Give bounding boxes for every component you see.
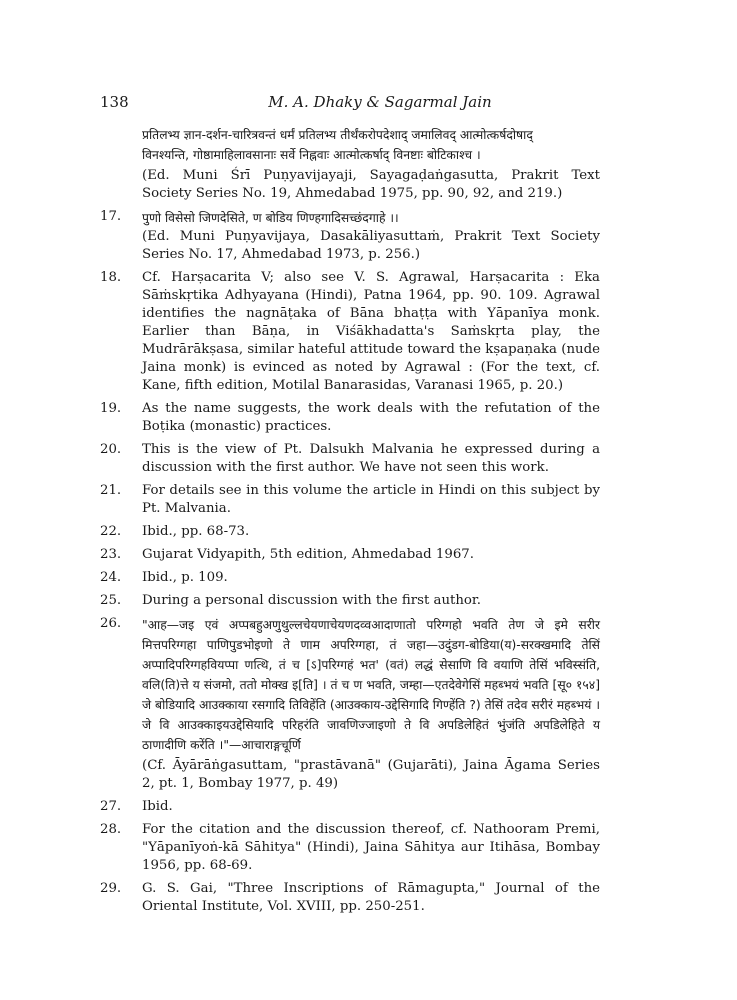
- footnote-26: [100, 615, 600, 793]
- footnote-22: [100, 523, 600, 541]
- footnote-continuation: [100, 125, 600, 203]
- footnote-text: This is the view of Pt. Dalsukh Malvania he expressed during a discussion with the first author. We have not seen this work.: [142, 442, 600, 475]
- footnote-text: Ibid., pp. 68-73.: [142, 524, 250, 539]
- footnote-number: 29.: [100, 881, 122, 896]
- footnote-number: 22.: [100, 524, 122, 539]
- footnote-text: Cf. Harṣacarita V; also see V. S. Agrawal, Harṣacarita : Eka Sāṁskṛtika Adhyayana (Hindi), Patna 1964, pp. 90. 109. Agrawal identifies the nagnāṭaka of Bāna bhaṭṭa with Yāpanīya monk. Earlier than Bāṇa, in Viśākhadatta's Saṁskṛta play, the Mudrārākṣasa, similar hateful attitude toward the kṣapaṇaka (nude Jaina monk) is evinced as noted by Agrawal : (For the text, cf. Kane, fifth edition, Motilal Banarasidas, Varanasi 1965, p. 20.): [142, 270, 600, 393]
- footnote-number: 21.: [100, 483, 122, 498]
- footnote-text: G. S. Gai, "Three Inscriptions of Rāmagupta," Journal of the Oriental Institute, Vol. XVIII, pp. 250-251.: [142, 881, 600, 914]
- footnote-number: 28.: [100, 822, 122, 837]
- footnote-23: [100, 546, 600, 564]
- footnote-28: [100, 821, 600, 875]
- footnotes: [100, 125, 600, 921]
- footnote-text: For the citation and the discussion thereof, cf. Nathooram Premi, "Yāpanīyoṅ-kā Sāhitya" (Hindi), Jaina Sāhitya aur Itihāsa, Bombay 1956, pp. 68-69.: [142, 822, 600, 873]
- footnote-17: [100, 208, 600, 264]
- footnote-number: 23.: [100, 547, 122, 562]
- footnote-25: [100, 592, 600, 610]
- footnote-text: (Cf. Āyārāṅgasuttam, "prastāvanā" (Gujarāti), Jaina Āgama Series 2, pt. 1, Bombay 1977, p. 49): [142, 758, 600, 791]
- prakrit-quote: पुणो विसेसो जिणदेसिते, ण बोडिय णिण्हगादिसच्छंदगाहे ।।: [142, 211, 399, 225]
- footnote-text: Ibid., p. 109.: [142, 570, 228, 585]
- running-title: M. A. Dhaky & Sagarmal Jain: [268, 93, 492, 111]
- page-number: 138: [100, 93, 129, 111]
- footnote-text: As the name suggests, the work deals with the refutation of the Boṭika (monastic) practices.: [142, 401, 600, 434]
- footnote-number: 19.: [100, 401, 122, 416]
- footnote-18: [100, 269, 600, 395]
- page-header: [100, 93, 660, 115]
- sanskrit-line-1: प्रतिलभ्य ज्ञान-दर्शन-चारित्रवन्तं धर्मं प्रतिलभ्य तीर्थंकरोपदेशाद् जमालिवद् आत्मोत्कर्षदोषाद्: [142, 128, 533, 142]
- footnote-20: [100, 441, 600, 477]
- footnote-number: 18.: [100, 270, 122, 285]
- sanskrit-line-2: विनश्यन्ति, गोष्ठामाहिलावसानाः सर्वे निह्नवाः आत्मोत्कर्षाद् विनष्टाः बोटिकाश्च ।: [142, 148, 481, 162]
- footnote-24: [100, 569, 600, 587]
- footnote-text: Gujarat Vidyapith, 5th edition, Ahmedabad 1967.: [142, 547, 474, 562]
- footnote-text: Ibid.: [142, 799, 173, 814]
- footnote-text: (Ed. Muni Puṇyavijaya, Dasakāliyasuttaṁ, Prakrit Text Society Series No. 17, Ahmedabad 1973, p. 256.): [142, 229, 600, 262]
- footnote-text: During a personal discussion with the first author.: [142, 593, 482, 608]
- edition-citation: (Ed. Muni Śrī Puṇyavijayaji, Sayagaḍaṅgasutta, Prakrit Text Society Series No. 19, Ahmedabad 1975, pp. 90, 92, and 219.): [142, 168, 600, 201]
- footnote-text: For details see in this volume the article in Hindi on this subject by Pt. Malvania.: [142, 483, 600, 516]
- footnote-29: [100, 880, 600, 916]
- footnote-number: 25.: [100, 593, 122, 608]
- footnote-number: 27.: [100, 799, 122, 814]
- footnote-number: 20.: [100, 442, 122, 457]
- footnote-27: [100, 798, 600, 816]
- footnote-number: 17.: [100, 209, 122, 224]
- footnote-number: 24.: [100, 570, 122, 585]
- footnote-number: 26.: [100, 616, 122, 631]
- prakrit-quote: "आह—जइ एवं अप्पबहुअणुथुल्लचेयणाचेयणदव्वआदाणातो परिग्गहो भवति तेण जे इमे सरीर मित्तपरिग्गहा पाणिपुडभोइणो ते णाम अपरिग्गहा, तं जहा—उदुंडग-बोडिया(य)-सरक्खमादि तेसिं अप्पादिपरिग्गहवियप्पा णत्थि, तं च [ऽ]परिग्गहं भत' (वतं) लद्धं सेसाणि वि वयाणि तेसिं भविस्संति, वलि(ति)त्ते य संजमो, ततो मोक्ख इ[ति] । तं च ण भवति, जम्हा—एतदेवेगेसिं महब्भयं भवति [सू० १५४] जे बोडियादि आउक्काया रसगादि तिविहेंति (आउक्काय-उद्देसिगादि गिण्हेंति ?) तेसिं तदेव सरीरं महब्भयं । जे वि आउक्काइयउद्देसियादि परिहरंति जावणिज्जाइणो ते वि अपडिलेहितं भुंजंति अपडिलेहिते य ठाणादीणि करेंति ।"—आचाराङ्गचूर्णि: [142, 618, 600, 752]
- footnote-19: [100, 400, 600, 436]
- footnote-21: [100, 482, 600, 518]
